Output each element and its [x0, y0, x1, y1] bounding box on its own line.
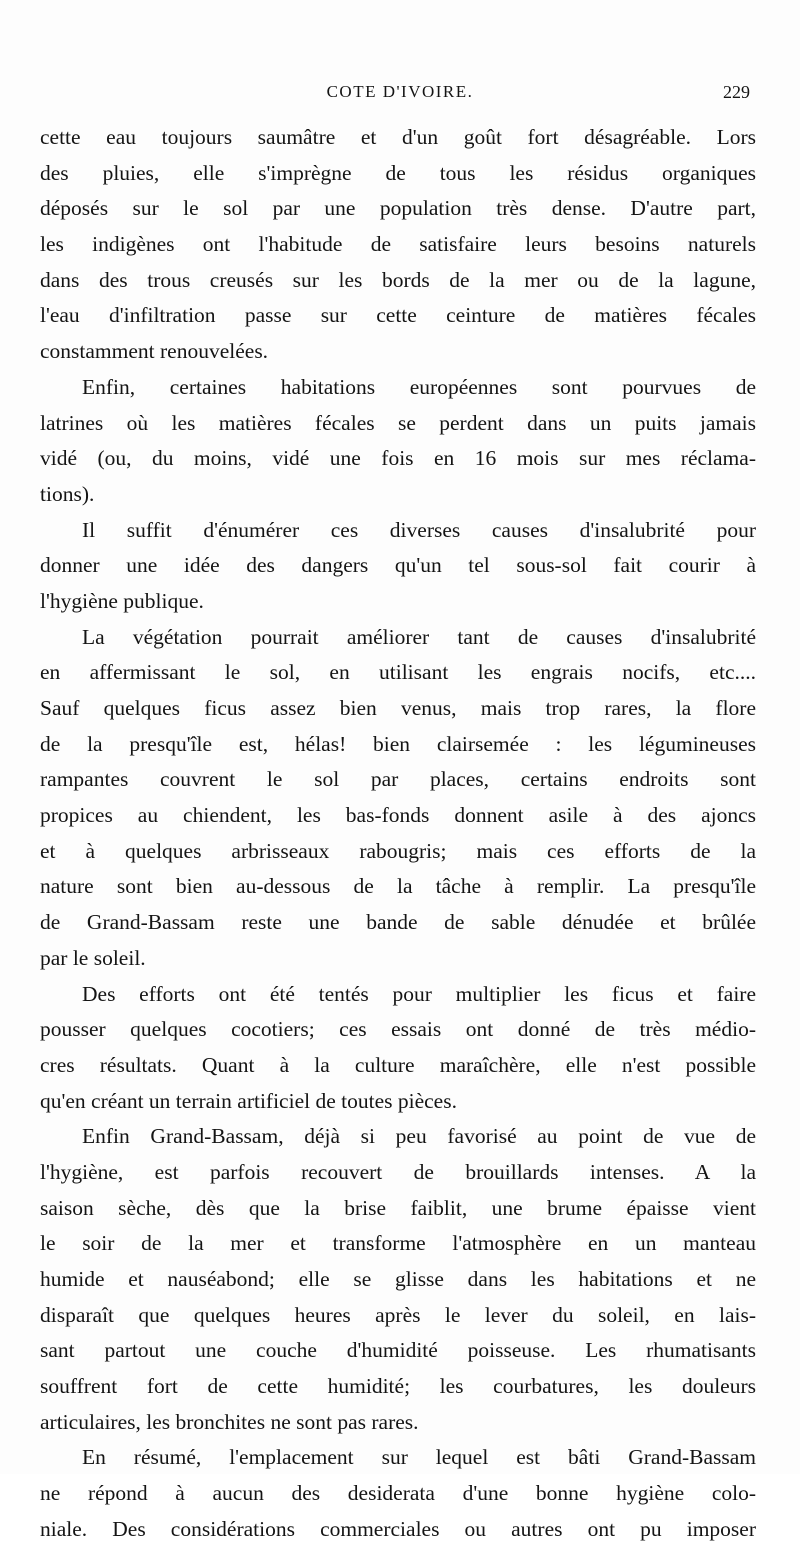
text-line: tions).	[40, 481, 95, 506]
text-line: cres résultats. Quant à la culture maraîchère, elle n'est possible	[40, 1052, 756, 1077]
text-line: sant partout une couche d'humidité poisseuse. Les rhumatisants	[40, 1338, 756, 1363]
text-line: et à quelques arbrisseaux rabougris; mais ces efforts de la	[40, 838, 756, 863]
text-line: niale. Des considérations commerciales ou autres ont pu imposer	[40, 1516, 756, 1541]
text-line: Enfin Grand-Bassam, déjà si peu favorisé au point de vue de	[82, 1124, 756, 1149]
text-line: en affermissant le sol, en utilisant les engrais nocifs, etc....	[40, 660, 756, 685]
body-text	[40, 120, 756, 1548]
text-line: déposés sur le sol par une population très dense. D'autre part,	[40, 196, 756, 221]
text-line: l'hygiène, est parfois recouvert de brouillards intenses. A la	[40, 1159, 756, 1184]
text-line: de la presqu'île est, hélas! bien clairsemée : les légumineuses	[40, 731, 756, 756]
text-line: cette eau toujours saumâtre et d'un goût fort désagréable. Lors	[40, 125, 756, 149]
text-line: le soir de la mer et transforme l'atmosphère en un manteau	[40, 1231, 756, 1256]
page-header	[40, 82, 760, 112]
text-line: humide et nauséabond; elle se glisse dans les habitations et ne	[40, 1267, 756, 1291]
text-line: saison sèche, dès que la brise faiblit, une brume épaisse vient	[40, 1195, 756, 1220]
text-line: latrines où les matières fécales se perdent dans un puits jamais	[40, 410, 756, 435]
text-line: pousser quelques cocotiers; ces essais ont donné de très médio-	[40, 1017, 756, 1042]
text-line: par le soleil.	[40, 945, 146, 970]
text-line: constamment renouvelées.	[40, 339, 269, 364]
text-line: souffrent fort de cette humidité; les courbatures, les douleurs	[40, 1374, 756, 1399]
text-line: Enfin, certaines habitations européennes sont pourvues de	[82, 374, 756, 399]
text-line: qu'en créant un terrain artificiel de toutes pièces.	[40, 1088, 457, 1113]
text-line: Sauf quelques ficus assez bien venus, mais trop rares, la flore	[40, 696, 756, 720]
text-line: rampantes couvrent le sol par places, certains endroits sont	[40, 767, 756, 792]
text-line: ne répond à aucun des desiderata d'une bonne hygiène colo-	[40, 1481, 756, 1506]
text-line: Des efforts ont été tentés pour multiplier les ficus et faire	[82, 981, 756, 1006]
text-line: des pluies, elle s'imprègne de tous les résidus organiques	[40, 160, 756, 185]
text-line: Il suffit d'énumérer ces diverses causes d'insalubrité pour	[82, 517, 756, 542]
text-line: l'hygiène publique.	[40, 588, 204, 613]
text-line: dans des trous creusés sur les bords de la mer ou de la lagune,	[40, 267, 756, 292]
page-number: 229	[723, 82, 750, 102]
text-line: l'eau d'infiltration passe sur cette ceinture de matières fécales	[40, 303, 756, 328]
text-line: disparaît que quelques heures après le lever du soleil, en lais-	[40, 1302, 756, 1327]
text-line: La végétation pourrait améliorer tant de causes d'insalubrité	[82, 624, 756, 649]
text-line: articulaires, les bronchites ne sont pas rares.	[40, 1409, 419, 1434]
text-line: les indigènes ont l'habitude de satisfaire leurs besoins naturels	[40, 232, 756, 257]
text-line: de Grand-Bassam reste une bande de sable dénudée et brûlée	[40, 910, 756, 935]
text-line: En résumé, l'emplacement sur lequel est bâti Grand-Bassam	[82, 1445, 756, 1470]
running-head: COTE D'IVOIRE.	[326, 82, 474, 101]
text-line: vidé (ou, du moins, vidé une fois en 16 mois sur mes réclama-	[40, 446, 756, 471]
text-line: donner une idée des dangers qu'un tel sous-sol fait courir à	[40, 553, 756, 578]
text-line: nature sont bien au-dessous de la tâche à remplir. La presqu'île	[40, 874, 756, 899]
text-line: propices au chiendent, les bas-fonds donnent asile à des ajoncs	[40, 803, 756, 828]
